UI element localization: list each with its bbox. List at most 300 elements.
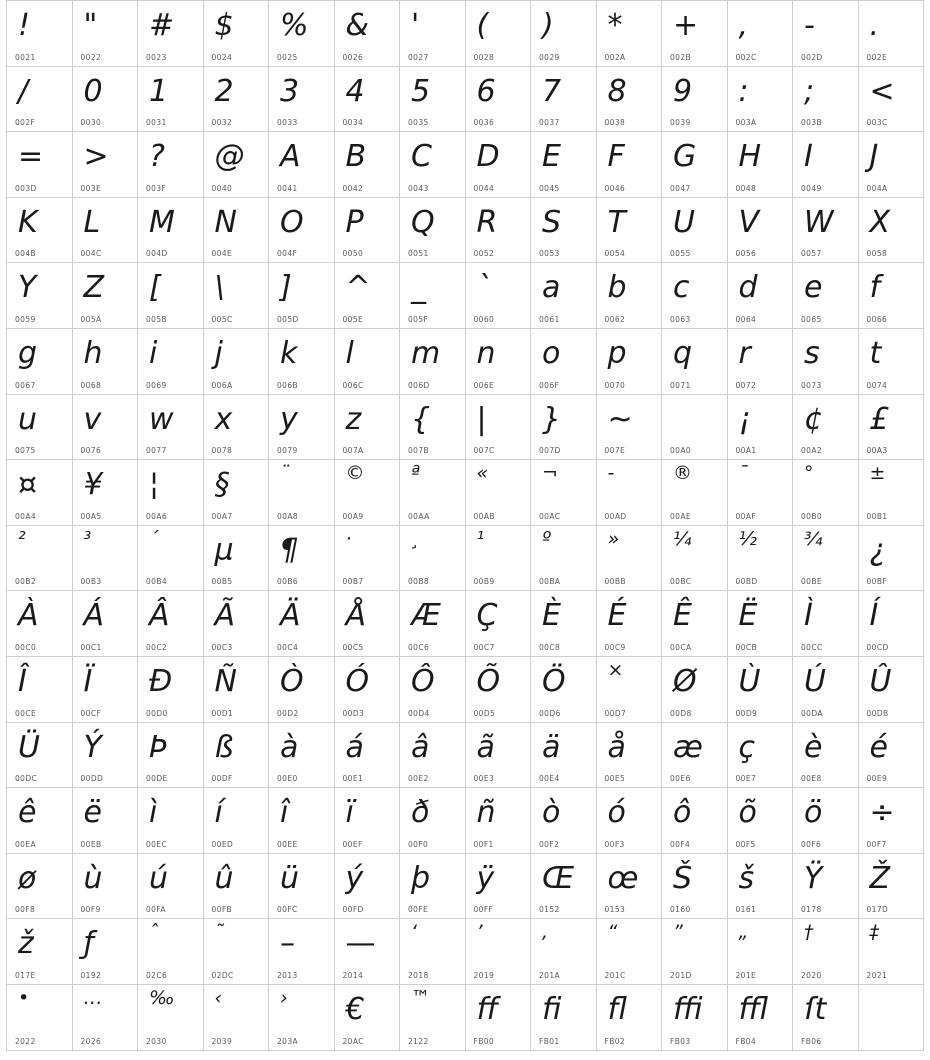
glyph-cell[interactable] [269, 788, 335, 854]
glyph-codepoint: 00B1 [866, 511, 888, 521]
glyph-cell[interactable] [7, 329, 73, 395]
glyph-character: ÷ [869, 795, 895, 831]
glyph-cell[interactable] [400, 329, 466, 395]
glyph-cell[interactable] [269, 132, 335, 198]
glyph-cell[interactable] [728, 788, 794, 854]
glyph-cell[interactable] [269, 263, 335, 329]
glyph-cell[interactable] [204, 67, 270, 133]
glyph-cell[interactable] [466, 1, 532, 67]
glyph-cell[interactable] [7, 67, 73, 133]
glyph-cell[interactable] [335, 723, 401, 789]
glyph-cell[interactable] [662, 329, 728, 395]
glyph-cell[interactable] [728, 395, 794, 461]
glyph-cell[interactable] [728, 263, 794, 329]
glyph-codepoint: 00DD [80, 774, 104, 784]
glyph-cell[interactable] [793, 985, 859, 1051]
glyph-cell[interactable] [466, 919, 532, 985]
glyph-cell[interactable] [859, 591, 925, 657]
glyph-cell[interactable] [597, 329, 663, 395]
glyph-cell[interactable] [793, 395, 859, 461]
glyph-cell[interactable] [597, 526, 663, 592]
glyph-cell[interactable] [73, 395, 139, 461]
glyph-character: & [345, 8, 369, 43]
glyph-codepoint: 2014 [342, 970, 364, 980]
glyph-cell[interactable] [466, 985, 532, 1051]
glyph-cell[interactable] [204, 854, 270, 920]
glyph-cell[interactable] [728, 985, 794, 1051]
glyph-cell[interactable] [138, 985, 204, 1051]
glyph-character: 5 [411, 73, 431, 109]
glyph-cell[interactable] [73, 854, 139, 920]
glyph-cell[interactable] [73, 723, 139, 789]
glyph-codepoint: 00D2 [277, 708, 299, 718]
glyph-cell[interactable] [662, 591, 728, 657]
glyph-cell[interactable] [597, 985, 663, 1051]
glyph-cell[interactable] [73, 67, 139, 133]
glyph-cell[interactable] [531, 1, 597, 67]
glyph-cell[interactable] [531, 198, 597, 264]
glyph-cell[interactable] [466, 395, 532, 461]
glyph-codepoint: 00E1 [342, 774, 364, 784]
glyph-cell[interactable] [335, 329, 401, 395]
glyph-cell[interactable] [466, 854, 532, 920]
glyph-character: b [607, 270, 627, 306]
glyph-cell[interactable] [597, 723, 663, 789]
glyph-cell[interactable] [269, 1, 335, 67]
glyph-character: ³ [83, 527, 92, 550]
glyph-cell[interactable] [138, 132, 204, 198]
glyph-codepoint: FB02 [604, 1036, 626, 1046]
glyph-cell[interactable] [335, 526, 401, 592]
glyph-cell[interactable] [662, 854, 728, 920]
glyph-cell[interactable] [728, 854, 794, 920]
glyph-cell[interactable] [335, 395, 401, 461]
glyph-character: ‰ [149, 986, 175, 1009]
glyph-codepoint: 00FC [277, 905, 298, 915]
glyph-cell[interactable] [859, 67, 925, 133]
glyph-cell[interactable] [400, 723, 466, 789]
glyph-character: J [869, 139, 879, 175]
glyph-cell[interactable] [793, 723, 859, 789]
glyph-cell[interactable] [597, 919, 663, 985]
glyph-character: ~ [607, 401, 633, 437]
glyph-cell[interactable] [793, 132, 859, 198]
glyph-cell[interactable] [7, 395, 73, 461]
glyph-cell[interactable] [269, 395, 335, 461]
glyph-cell[interactable] [597, 854, 663, 920]
glyph-cell[interactable] [204, 657, 270, 723]
glyph-cell[interactable] [400, 67, 466, 133]
glyph-cell[interactable] [7, 985, 73, 1051]
glyph-cell[interactable] [597, 395, 663, 461]
glyph-cell[interactable] [269, 591, 335, 657]
glyph-codepoint: 02DC [211, 970, 234, 980]
glyph-codepoint: FB00 [473, 1036, 495, 1046]
glyph-cell[interactable] [728, 460, 794, 526]
glyph-character: T [607, 204, 626, 240]
glyph-cell[interactable] [597, 132, 663, 198]
glyph-cell[interactable] [138, 1, 204, 67]
glyph-cell[interactable] [531, 132, 597, 198]
glyph-cell[interactable] [728, 1, 794, 67]
glyph-cell[interactable] [138, 263, 204, 329]
glyph-cell[interactable] [335, 1, 401, 67]
glyph-codepoint: 201D [670, 970, 692, 980]
glyph-character: 0 [83, 73, 103, 109]
glyph-cell[interactable] [335, 788, 401, 854]
glyph-cell[interactable] [859, 657, 925, 723]
glyph-cell[interactable] [859, 919, 925, 985]
glyph-cell[interactable] [662, 985, 728, 1051]
glyph-cell[interactable] [400, 460, 466, 526]
glyph-cell[interactable] [859, 132, 925, 198]
glyph-cell[interactable] [138, 788, 204, 854]
glyph-codepoint: 0070 [604, 380, 626, 390]
glyph-cell[interactable] [73, 919, 139, 985]
glyph-cell[interactable] [138, 395, 204, 461]
glyph-codepoint: 201E [735, 970, 757, 980]
glyph-character: … [83, 986, 103, 1009]
glyph-cell[interactable] [728, 67, 794, 133]
glyph-cell[interactable] [335, 198, 401, 264]
glyph-character: æ [673, 729, 703, 765]
glyph-cell[interactable] [793, 263, 859, 329]
glyph-cell[interactable] [466, 526, 532, 592]
glyph-cell[interactable] [269, 723, 335, 789]
glyph-codepoint: 02C6 [146, 970, 168, 980]
glyph-codepoint: 004B [15, 249, 37, 259]
glyph-cell[interactable] [597, 1, 663, 67]
glyph-cell[interactable] [204, 329, 270, 395]
glyph-cell[interactable] [335, 591, 401, 657]
glyph-codepoint: 00E8 [801, 774, 822, 784]
glyph-cell[interactable] [269, 460, 335, 526]
glyph-cell[interactable] [859, 395, 925, 461]
glyph-cell[interactable] [400, 919, 466, 985]
glyph-cell[interactable] [597, 263, 663, 329]
glyph-cell[interactable] [859, 526, 925, 592]
glyph-cell[interactable] [859, 460, 925, 526]
glyph-codepoint: 00F3 [604, 839, 625, 849]
glyph-cell[interactable] [138, 526, 204, 592]
glyph-cell[interactable] [662, 919, 728, 985]
glyph-character: Œ [542, 860, 575, 896]
glyph-cell[interactable] [138, 723, 204, 789]
glyph-codepoint: 00BB [604, 577, 626, 587]
glyph-cell[interactable] [466, 132, 532, 198]
glyph-cell[interactable] [204, 723, 270, 789]
glyph-cell[interactable] [269, 526, 335, 592]
glyph-cell[interactable] [793, 788, 859, 854]
glyph-character: ž [18, 926, 34, 962]
glyph-cell[interactable] [335, 985, 401, 1051]
glyph-codepoint: 2021 [866, 970, 888, 980]
glyph-codepoint: 00D0 [146, 708, 168, 718]
glyph-cell[interactable] [597, 591, 663, 657]
glyph-cell[interactable] [662, 67, 728, 133]
glyph-character: , [738, 8, 749, 43]
glyph-cell[interactable] [531, 919, 597, 985]
glyph-cell[interactable] [859, 1, 925, 67]
glyph-cell[interactable] [138, 329, 204, 395]
glyph-cell[interactable] [335, 460, 401, 526]
glyph-cell[interactable] [793, 198, 859, 264]
glyph-cell[interactable] [204, 395, 270, 461]
glyph-cell[interactable] [204, 132, 270, 198]
glyph-codepoint: 00E6 [670, 774, 691, 784]
glyph-character: ‘ [411, 921, 418, 944]
glyph-character: Ó [345, 663, 370, 699]
glyph-cell[interactable] [793, 919, 859, 985]
glyph-cell[interactable] [531, 985, 597, 1051]
glyph-cell[interactable] [466, 460, 532, 526]
glyph-cell[interactable] [335, 67, 401, 133]
glyph-cell[interactable] [73, 198, 139, 264]
glyph-cell[interactable] [597, 460, 663, 526]
glyph-character: ¨ [280, 462, 290, 485]
glyph-cell[interactable] [531, 788, 597, 854]
glyph-cell[interactable] [662, 657, 728, 723]
glyph-codepoint: 002B [670, 52, 692, 62]
glyph-cell[interactable] [7, 657, 73, 723]
glyph-cell[interactable] [662, 263, 728, 329]
glyph-cell[interactable] [138, 67, 204, 133]
glyph-cell[interactable] [597, 788, 663, 854]
glyph-codepoint: 0065 [801, 314, 822, 324]
glyph-cell[interactable] [662, 526, 728, 592]
glyph-cell[interactable] [400, 657, 466, 723]
glyph-cell[interactable] [859, 329, 925, 395]
glyph-cell[interactable] [7, 854, 73, 920]
glyph-character: ? [149, 139, 165, 175]
glyph-cell[interactable] [793, 460, 859, 526]
glyph-cell[interactable] [531, 723, 597, 789]
glyph-cell[interactable] [400, 1, 466, 67]
glyph-cell[interactable] [73, 263, 139, 329]
glyph-cell[interactable] [7, 788, 73, 854]
glyph-cell[interactable] [662, 788, 728, 854]
glyph-cell[interactable] [138, 657, 204, 723]
glyph-cell[interactable] [662, 132, 728, 198]
glyph-codepoint: FB03 [670, 1036, 691, 1046]
glyph-cell[interactable] [138, 919, 204, 985]
glyph-codepoint: FB01 [539, 1036, 560, 1046]
glyph-cell[interactable] [597, 657, 663, 723]
glyph-codepoint: 004E [211, 249, 233, 259]
glyph-codepoint: 0178 [801, 905, 822, 915]
glyph-cell[interactable] [73, 132, 139, 198]
glyph-character: ffl [738, 991, 769, 1027]
glyph-cell[interactable] [269, 657, 335, 723]
glyph-character: õ [738, 795, 757, 831]
glyph-cell[interactable] [859, 854, 925, 920]
glyph-cell[interactable] [204, 460, 270, 526]
glyph-codepoint: 0026 [342, 52, 364, 62]
glyph-cell[interactable] [138, 198, 204, 264]
glyph-cell[interactable] [73, 591, 139, 657]
glyph-cell[interactable] [793, 67, 859, 133]
glyph-cell[interactable] [269, 198, 335, 264]
glyph-codepoint: 003C [866, 118, 888, 128]
glyph-cell[interactable] [531, 526, 597, 592]
glyph-cell[interactable] [400, 198, 466, 264]
glyph-cell[interactable] [728, 657, 794, 723]
glyph-cell[interactable] [662, 1, 728, 67]
glyph-cell[interactable] [335, 657, 401, 723]
glyph-cell[interactable] [466, 788, 532, 854]
glyph-codepoint: 00C7 [473, 642, 495, 652]
glyph-codepoint: 00FE [408, 905, 429, 915]
glyph-cell[interactable] [7, 919, 73, 985]
glyph-codepoint: 0161 [735, 905, 757, 915]
glyph-cell[interactable] [7, 723, 73, 789]
glyph-cell[interactable] [204, 263, 270, 329]
glyph-cell[interactable] [204, 591, 270, 657]
glyph-cell[interactable] [531, 67, 597, 133]
glyph-cell[interactable] [204, 198, 270, 264]
glyph-codepoint: 002E [866, 52, 888, 62]
glyph-cell[interactable] [269, 919, 335, 985]
glyph-cell[interactable] [531, 263, 597, 329]
glyph-cell[interactable] [335, 263, 401, 329]
glyph-character: ¼ [673, 527, 692, 550]
glyph-cell[interactable] [73, 788, 139, 854]
glyph-cell[interactable] [793, 526, 859, 592]
glyph-character: × [607, 658, 624, 681]
glyph-codepoint: 00EA [15, 839, 37, 849]
glyph-cell[interactable] [466, 723, 532, 789]
glyph-cell[interactable] [73, 460, 139, 526]
glyph-character: Û [869, 663, 892, 699]
glyph-cell[interactable] [138, 460, 204, 526]
glyph-cell[interactable] [204, 788, 270, 854]
glyph-cell[interactable] [466, 591, 532, 657]
glyph-cell[interactable] [597, 198, 663, 264]
glyph-cell[interactable] [466, 657, 532, 723]
glyph-cell[interactable] [531, 329, 597, 395]
glyph-cell[interactable] [793, 657, 859, 723]
glyph-cell[interactable] [335, 919, 401, 985]
glyph-cell[interactable] [204, 985, 270, 1051]
glyph-codepoint: 00CA [670, 642, 692, 652]
glyph-cell[interactable] [7, 526, 73, 592]
glyph-cell[interactable] [7, 460, 73, 526]
glyph-cell[interactable] [531, 591, 597, 657]
glyph-cell[interactable] [269, 985, 335, 1051]
glyph-cell[interactable] [400, 132, 466, 198]
glyph-cell[interactable] [7, 1, 73, 67]
glyph-character: · [345, 527, 352, 550]
glyph-cell[interactable] [466, 198, 532, 264]
glyph-character: ‚ [542, 921, 549, 944]
glyph-character: • [18, 986, 30, 1009]
glyph-codepoint: 00FA [146, 905, 166, 915]
glyph-cell[interactable] [728, 526, 794, 592]
glyph-codepoint: 00B7 [342, 577, 364, 587]
glyph-character: s [804, 335, 820, 371]
glyph-cell[interactable] [793, 854, 859, 920]
glyph-character: ( [476, 8, 489, 43]
glyph-cell[interactable] [204, 526, 270, 592]
glyph-character: A [280, 139, 301, 175]
glyph-cell[interactable] [859, 788, 925, 854]
glyph-cell[interactable] [269, 67, 335, 133]
glyph-cell[interactable] [662, 460, 728, 526]
glyph-cell[interactable] [7, 263, 73, 329]
glyph-cell[interactable] [7, 591, 73, 657]
glyph-cell[interactable] [466, 263, 532, 329]
glyph-cell[interactable] [793, 329, 859, 395]
glyph-cell[interactable] [597, 67, 663, 133]
glyph-cell[interactable] [531, 460, 597, 526]
glyph-cell[interactable] [335, 854, 401, 920]
glyph-character: ¡ [738, 401, 751, 437]
glyph-character: > [83, 139, 109, 175]
glyph-cell[interactable] [859, 198, 925, 264]
glyph-cell[interactable] [531, 854, 597, 920]
glyph-cell[interactable] [204, 919, 270, 985]
glyph-cell[interactable] [335, 132, 401, 198]
glyph-cell[interactable] [400, 788, 466, 854]
glyph-cell[interactable] [531, 395, 597, 461]
glyph-character: C [411, 139, 432, 175]
glyph-cell[interactable] [400, 854, 466, 920]
glyph-cell[interactable] [7, 132, 73, 198]
glyph-cell[interactable] [73, 526, 139, 592]
glyph-character: ñ [476, 795, 496, 831]
glyph-codepoint: 0192 [80, 970, 102, 980]
glyph-codepoint: 0039 [670, 118, 691, 128]
glyph-cell[interactable] [7, 198, 73, 264]
glyph-cell[interactable] [728, 591, 794, 657]
glyph-cell[interactable] [269, 854, 335, 920]
glyph-cell[interactable] [400, 395, 466, 461]
glyph-character: : [738, 73, 749, 109]
glyph-cell[interactable] [466, 67, 532, 133]
glyph-cell[interactable] [400, 591, 466, 657]
glyph-character: ‹ [214, 986, 223, 1009]
glyph-cell[interactable] [204, 1, 270, 67]
glyph-cell[interactable] [400, 263, 466, 329]
glyph-cell[interactable] [138, 591, 204, 657]
glyph-cell[interactable] [793, 1, 859, 67]
glyph-character: è [804, 729, 823, 765]
glyph-cell[interactable] [400, 985, 466, 1051]
glyph-cell[interactable] [73, 985, 139, 1051]
glyph-cell[interactable] [728, 919, 794, 985]
glyph-cell[interactable] [662, 198, 728, 264]
glyph-cell[interactable] [400, 526, 466, 592]
glyph-cell[interactable] [728, 329, 794, 395]
glyph-cell[interactable] [73, 657, 139, 723]
glyph-cell[interactable] [73, 329, 139, 395]
glyph-cell[interactable] [531, 657, 597, 723]
glyph-cell[interactable] [73, 1, 139, 67]
glyph-cell[interactable] [138, 854, 204, 920]
glyph-character: ” [673, 921, 683, 944]
glyph-cell[interactable] [466, 329, 532, 395]
glyph-cell[interactable] [728, 132, 794, 198]
glyph-cell[interactable] [859, 723, 925, 789]
glyph-cell[interactable] [269, 329, 335, 395]
glyph-cell[interactable] [859, 263, 925, 329]
glyph-codepoint: 003D [15, 183, 37, 193]
glyph-cell[interactable] [728, 198, 794, 264]
glyph-cell[interactable] [728, 723, 794, 789]
glyph-cell[interactable] [662, 395, 728, 461]
glyph-cell[interactable] [793, 591, 859, 657]
glyph-cell[interactable] [662, 723, 728, 789]
